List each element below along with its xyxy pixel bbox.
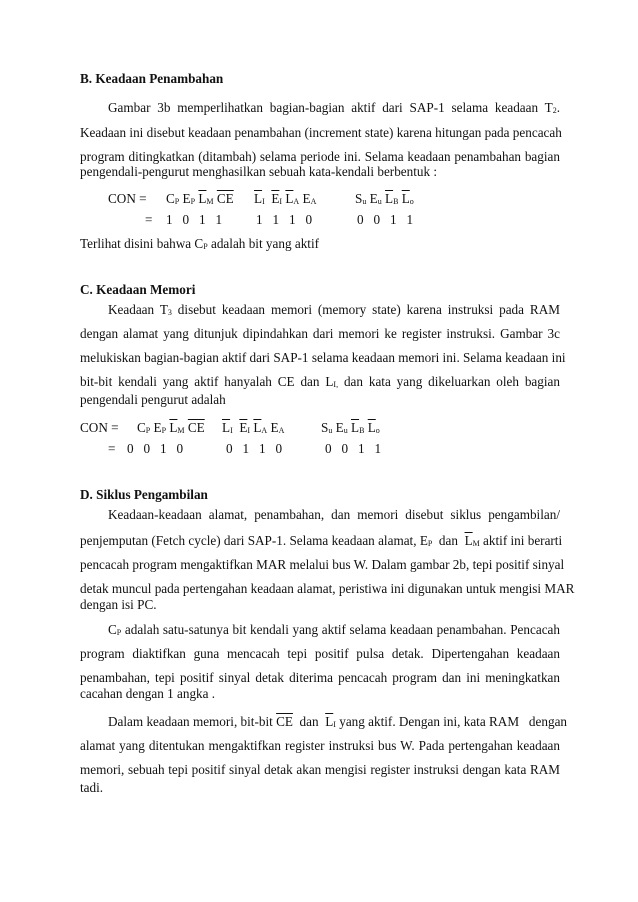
text-line: dengan alamat yang ditunjuk dipindahkan dari memori ke register instruksi. Gambar 3c bbox=[80, 326, 560, 341]
bit-values-1: 1 0 1 1 bbox=[166, 212, 223, 227]
text-line: alamat yang ditentukan mengaktifkan register instruksi bus W. Pada pertengahan keadaan bbox=[80, 738, 560, 753]
signal-group-1: $C_P$ $E_P$ $\overline{L}_M$ $\overline{CE}$ bbox=[166, 191, 234, 206]
bit-values-3: 0 0 1 1 bbox=[357, 212, 414, 227]
signal-group-3: $S_u$ $E_u$ $\overline{L}_B$ $\overline{L}_o$ bbox=[321, 420, 380, 435]
text-line: program diaktifkan guna mencacah tepi positif pulsa detak. Dipertengahan keadaan bbox=[80, 646, 560, 661]
bit-values-3: 0 0 1 1 bbox=[325, 441, 382, 456]
signal-group-3: $S_u$ $E_u$ $\overline{L}_B$ $\overline{L}_o$ bbox=[355, 191, 414, 206]
signal-group-1: $C_P$ $E_P$ $\overline{L}_M$ $\overline{CE}$ bbox=[137, 420, 205, 435]
text-line: penjemputan (Fetch cycle) dari SAP-1. Selama keadaan alamat, $E_P$ dan $\overline{L}_M$ aktif ini berarti bbox=[80, 533, 563, 548]
text-line: tadi. bbox=[80, 780, 104, 795]
text-line: melukiskan bagian-bagian aktif dari SAP-1 selama keadaan memori ini. Selama keadaan ini bbox=[80, 350, 566, 365]
text-line: Dalam keadaan memori, bit-bit $\overline{CE}$ dan $\overline{L}_I$ yang aktif. Dengan ini, kata RAM dengan bbox=[108, 714, 568, 729]
signal-group-2: $\overline{L}_I$ $\overline{E}_I$ $\overline{L}_A$ $E_A$ bbox=[222, 420, 285, 435]
text-line: bit-bit kendali yang aktif hanyalah CE dan $L_{I,}$ dan kata yang dikeluarkan oleh bagian bbox=[80, 374, 560, 389]
text-line: $C_P$ adalah satu-satunya bit kendali yang aktif selama keadaan penambahan. Pencacah bbox=[108, 622, 560, 637]
text-line: Terlihat disini bahwa $C_P$ adalah bit yang aktif bbox=[80, 236, 320, 251]
heading-d: D. Siklus Pengambilan bbox=[80, 487, 208, 502]
text-line: pengendali-pengurut menghasilkan sebuah kata-kendali berbentuk : bbox=[80, 164, 438, 179]
bit-values-1: 0 0 1 0 bbox=[127, 441, 184, 456]
equals-sign: = bbox=[108, 441, 116, 456]
heading-c: C. Keadaan Memori bbox=[80, 282, 196, 297]
text-line: Keadaan-keadaan alamat, penambahan, dan memori disebut siklus pengambilan/ bbox=[108, 507, 560, 522]
con-label: CON = bbox=[108, 191, 147, 206]
bit-values-2: 1 1 1 0 bbox=[256, 212, 313, 227]
text-line: Gambar 3b memperlihatkan bagian-bagian aktif dari SAP-1 selama keadaan $T_2$. bbox=[108, 100, 560, 115]
text-line: program ditingkatkan (ditambah) selama periode ini. Selama keadaan penambahan bagian bbox=[80, 149, 560, 164]
text-line: Keadaan $T_3$ disebut keadaan memori (memory state) karena instruksi pada RAM bbox=[108, 302, 560, 317]
bit-values-2: 0 1 1 0 bbox=[226, 441, 283, 456]
heading-b: B. Keadaan Penambahan bbox=[80, 71, 224, 86]
text-line: cacahan dengan 1 angka . bbox=[80, 686, 216, 701]
text-line: pencacah program mengaktifkan MAR melalui bus W. Dalam gambar 2b, tepi positif sinyal bbox=[80, 557, 565, 572]
text-line: dengan isi PC. bbox=[80, 597, 157, 612]
equals-sign: = bbox=[145, 212, 153, 227]
text-line: detak muncul pada pertengahan keadaan alamat, peristiwa ini digunakan untuk mengisi MAR bbox=[80, 581, 575, 596]
text-line: memori, sebuah tepi positif sinyal detak akan mengisi register instruksi dengan kata RAM bbox=[80, 762, 560, 777]
text-line: Keadaan ini disebut keadaan penambahan (increment state) karena hitungan pada pencacah bbox=[80, 125, 562, 140]
text-line: penambahan, tepi positif sinyal detak diterima pencacah program dan ini meningkatkan bbox=[80, 670, 560, 685]
con-label: CON = bbox=[80, 420, 119, 435]
signal-group-2: $\overline{L}_I$ $\overline{E}_I$ $\overline{L}_A$ $E_A$ bbox=[254, 191, 317, 206]
text-line: pengendali pengurut adalah bbox=[80, 392, 226, 407]
